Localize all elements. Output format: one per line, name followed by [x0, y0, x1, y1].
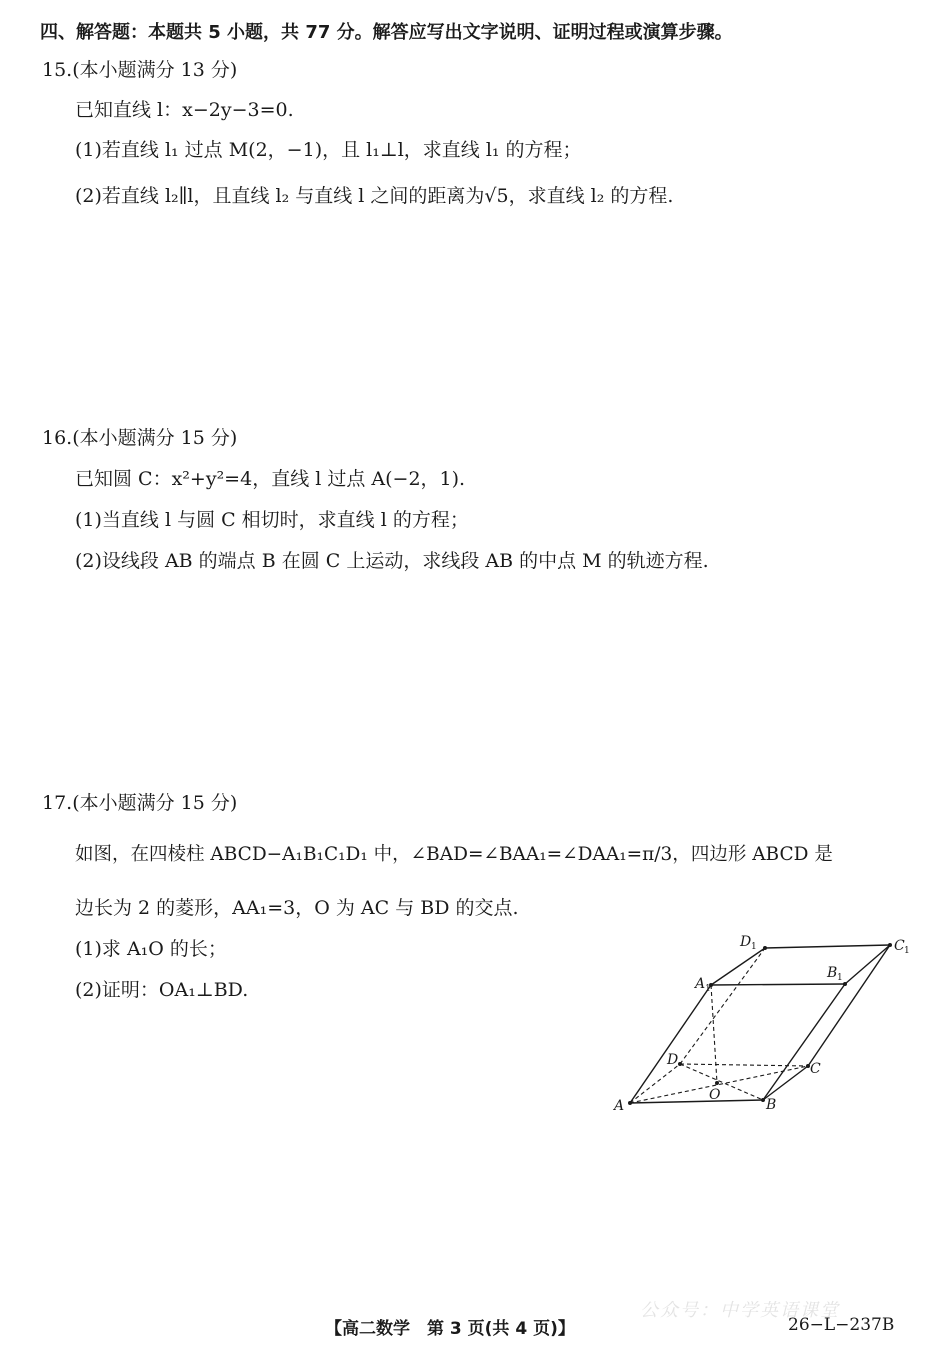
- problem-17-statement-2: 边长为 2 的菱形，AA₁=3，O 为 AC 与 BD 的交点.: [75, 897, 519, 919]
- label-C: C: [810, 1061, 821, 1077]
- label-O: O: [709, 1087, 721, 1103]
- problem-15-part-1: (1)若直线 l₁ 过点 M(2，−1)，且 l₁⊥l，求直线 l₁ 的方程；: [75, 139, 582, 161]
- problem-17-part-2: (2)证明：OA₁⊥BD.: [75, 979, 249, 1001]
- label-B: B: [766, 1097, 777, 1113]
- problem-15-statement: 已知直线 l：x−2y−3=0.: [75, 99, 294, 121]
- problem-17-part-1: (1)求 A₁O 的长；: [75, 938, 227, 960]
- problem-16-header: [42, 426, 237, 450]
- problem-number: 16.: [42, 427, 73, 449]
- parallelepiped-figure: [600, 925, 930, 1120]
- problem-16-part-1: (1)当直线 l 与圆 C 相切时，求直线 l 的方程；: [75, 509, 469, 531]
- problem-score: (本小题满分 15 分): [72, 427, 238, 449]
- label-C1-sub: 1: [904, 946, 910, 956]
- label-A1-sub: 1: [705, 984, 711, 994]
- watermark: 公众号：中学英语课堂: [640, 1300, 840, 1321]
- label-A: A: [614, 1098, 625, 1114]
- problem-score: (本小题满分 13 分): [72, 59, 238, 81]
- problem-16-part-2: (2)设线段 AB 的端点 B 在圆 C 上运动，求线段 AB 的中点 M 的轨迹方程.: [75, 550, 709, 572]
- problem-16-statement: 已知圆 C：x²+y²=4，直线 l 过点 A(−2，1).: [75, 468, 466, 490]
- problem-number: 17.: [42, 792, 73, 814]
- label-D1: D: [740, 934, 752, 950]
- problem-15-header: [42, 58, 237, 82]
- problem-score: (本小题满分 15 分): [72, 792, 238, 814]
- label-A1: A: [695, 976, 706, 992]
- problem-17-header: [42, 791, 237, 815]
- footer-page-label: 【高二数学 第 3 页(共 4 页)】: [325, 1319, 575, 1339]
- problem-15-part-2: (2)若直线 l₂∥l，且直线 l₂ 与直线 l 之间的距离为√5，求直线 l₂ 的方程.: [75, 185, 674, 207]
- label-B1: B: [827, 965, 838, 981]
- label-B1-sub: 1: [837, 973, 843, 983]
- label-C1: C: [894, 938, 905, 954]
- footer-exam-code: 26−L−237B: [788, 1315, 895, 1335]
- label-D: D: [667, 1052, 679, 1068]
- problem-17-statement-1: 如图，在四棱柱 ABCD−A₁B₁C₁D₁ 中，∠BAD=∠BAA₁=∠DAA₁=π/3，四边形 ABCD 是: [75, 844, 833, 865]
- section-heading: 四、解答题：本题共 5 小题，共 77 分。解答应写出文字说明、证明过程或演算步骤。: [40, 22, 733, 43]
- problem-number: 15.: [42, 59, 73, 81]
- label-D1-sub: 1: [751, 942, 757, 952]
